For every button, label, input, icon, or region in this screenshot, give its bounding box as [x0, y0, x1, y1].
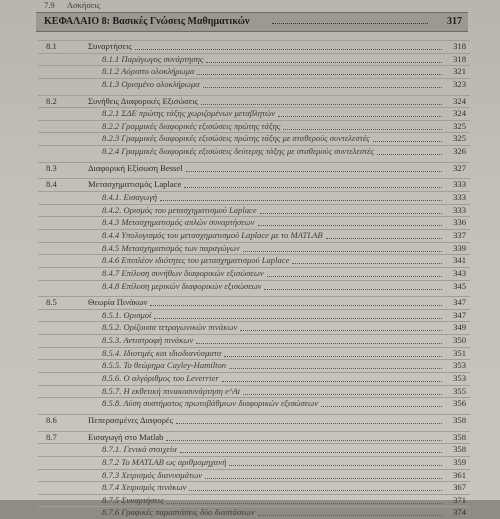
- toc-section-row: [38, 95, 470, 108]
- toc-title: 8.1.2 Αόριστο ολοκλήρωμα: [102, 66, 195, 77]
- toc-title: 8.4.3 Μετασχηματισμός απλών συναρτήσεων: [102, 217, 255, 228]
- table-of-contents: [0, 40, 500, 519]
- toc-number: 8.4: [46, 179, 57, 190]
- toc-subsection-row: [38, 254, 470, 267]
- toc-leader-dots: [258, 515, 442, 516]
- toc-page-number: 318: [453, 41, 466, 51]
- toc-subsection-row: [38, 132, 470, 145]
- chapter-page-number: 317: [447, 16, 462, 27]
- toc-title: 8.7.5 Συναρτήσεις: [102, 494, 164, 505]
- toc-page-number: 333: [453, 179, 466, 190]
- toc-section-row: [38, 431, 470, 444]
- toc-number: 8.6: [46, 414, 57, 425]
- toc-page-number: 358: [453, 444, 466, 455]
- toc-leader-dots: [166, 440, 442, 441]
- toc-subsection-row: [38, 397, 470, 410]
- toc-leader-dots: [154, 318, 442, 319]
- toc-subsection-row: [38, 334, 470, 347]
- toc-page-number: 374: [453, 507, 466, 518]
- toc-title: 8.7.3 Χειρισμός διανυσμάτων: [102, 469, 203, 480]
- toc-subsection-row: [38, 443, 470, 456]
- toc-section-row: [38, 178, 470, 191]
- toc-subsection-row: [38, 506, 470, 519]
- toc-title: 8.4.5 Μετασχηματισμός των παραγώγων: [102, 242, 240, 253]
- toc-leader-dots: [260, 213, 442, 214]
- toc-leader-dots: [201, 104, 442, 105]
- toc-leader-dots: [292, 263, 442, 264]
- toc-page-number: 324: [453, 108, 466, 119]
- toc-page-number: 341: [453, 255, 466, 266]
- toc-leader-dots: [258, 225, 442, 226]
- toc-leader-dots: [203, 87, 442, 88]
- toc-page-number: 359: [453, 456, 466, 467]
- toc-subsection-row: [38, 229, 470, 242]
- toc-subsection-row: [38, 456, 470, 469]
- previous-entry-number: 7.9: [44, 0, 55, 10]
- toc-page-number: 321: [453, 66, 466, 77]
- toc-title: 8.5.4. Ιδιοτιμές και ιδιοδιανύσματα: [102, 347, 222, 358]
- toc-page-number: 325: [453, 133, 466, 144]
- toc-section-row: [38, 40, 470, 53]
- toc-page-number: 345: [453, 280, 466, 291]
- toc-title: 8.7.2 Το MATLAB ως αριθμομηχανή: [102, 456, 227, 467]
- toc-leader-dots: [326, 238, 442, 239]
- toc-title: 8.7.1. Γενικά στοιχεία: [102, 444, 177, 455]
- toc-title: Συναρτήσεις: [88, 41, 132, 51]
- toc-leader-dots: [197, 74, 442, 75]
- toc-page-number: 339: [453, 242, 466, 253]
- toc-subsection-row: [38, 53, 470, 66]
- toc-page-number: 356: [453, 398, 466, 409]
- toc-page-number: 325: [453, 120, 466, 131]
- toc-leader-dots: [373, 141, 442, 142]
- toc-leader-dots: [243, 251, 442, 252]
- toc-page-number: 337: [453, 229, 466, 240]
- toc-leader-dots: [206, 62, 442, 63]
- toc-page-number: 353: [453, 360, 466, 371]
- toc-subsection-row: [38, 242, 470, 255]
- toc-page-number: 336: [453, 217, 466, 228]
- toc-number: 8.7: [46, 431, 57, 442]
- toc-subsection-row: [38, 321, 470, 334]
- toc-subsection-row: [38, 372, 470, 385]
- toc-subsection-row: [38, 280, 470, 293]
- toc-page-number: 323: [453, 78, 466, 89]
- toc-section-row: [38, 296, 470, 309]
- toc-number: 8.1: [46, 41, 57, 51]
- toc-page-number: 324: [453, 95, 466, 106]
- toc-leader-dots: [321, 406, 442, 407]
- toc-title: 8.5.1. Ορισμοί: [102, 309, 152, 320]
- toc-title: 8.1.1 Παράγωγος συνάρτησης: [102, 53, 204, 64]
- toc-leader-dots: [186, 171, 442, 172]
- toc-page-number: 351: [453, 347, 466, 358]
- toc-number: 8.5: [46, 297, 57, 308]
- toc-title: 8.5.7. Η εκθετική πινακοσυνάρτηση e^At: [102, 385, 241, 396]
- toc-subsection-row: [38, 191, 470, 204]
- toc-page-number: 358: [453, 414, 466, 425]
- toc-number: 8.3: [46, 162, 57, 173]
- toc-title: 8.5.6. Ο αλγόριθμος του Leverrier: [102, 373, 219, 384]
- toc-page-number: 343: [453, 267, 466, 278]
- toc-subsection-row: [38, 494, 470, 507]
- toc-page-number: 350: [453, 335, 466, 346]
- toc-leader-dots: [240, 330, 442, 331]
- toc-title: 8.2.2 Γραμμικές διαφορικές εξισώσεις πρώτης τάξης: [102, 120, 281, 131]
- toc-subsection-row: [38, 120, 470, 133]
- toc-leader-dots: [229, 368, 442, 369]
- toc-title: Μετασχηματισμός Laplace: [88, 179, 182, 190]
- toc-leader-dots: [180, 452, 442, 453]
- toc-title: 8.4.4 Υπολογισμός του μετασχηματισμού Laplace με το MATLAB: [102, 229, 323, 240]
- toc-page-number: 353: [453, 373, 466, 384]
- toc-leader-dots: [189, 490, 442, 491]
- toc-leader-dots: [184, 187, 442, 188]
- toc-title: 8.7.4 Χειρισμός πινάκων: [102, 482, 187, 493]
- toc-leader-dots: [243, 394, 442, 395]
- toc-leader-dots: [283, 129, 442, 130]
- toc-page-number: 318: [453, 53, 466, 64]
- chapter-title: ΚΕΦΑΛΑΙΟ 8: Βασικές Γνώσεις Μαθηματικών: [44, 16, 250, 27]
- toc-page-number: 347: [453, 309, 466, 320]
- toc-title: 8.5.2. Ορίζουσα τετραγωνικών πινάκων: [102, 322, 238, 333]
- toc-title: 8.4.8 Επίλυση μερικών διαφορικών εξισώσεων: [102, 280, 262, 291]
- toc-page-number: 333: [453, 192, 466, 203]
- toc-leader-dots: [150, 305, 442, 306]
- toc-title: Εισαγωγή στο Matlab: [88, 431, 164, 442]
- toc-subsection-row: [38, 347, 470, 360]
- toc-title: 8.5.8. Λύση συστήματος πρωτοβάθμιων διαφορικών εξισώσεων: [102, 398, 319, 409]
- toc-subsection-row: [38, 204, 470, 217]
- toc-page-number: 327: [453, 162, 466, 173]
- toc-leader-dots: [278, 116, 442, 117]
- toc-title: Διαφορική Εξίσωση Bessel: [88, 162, 183, 173]
- toc-subsection-row: [38, 469, 470, 482]
- toc-subsection-row: [38, 385, 470, 398]
- toc-section-row: [38, 162, 470, 175]
- toc-leader-dots: [377, 154, 442, 155]
- toc-page-number: 367: [453, 482, 466, 493]
- toc-title: Συνήθεις Διαφορικές Εξισώσεις: [88, 95, 199, 106]
- toc-subsection-row: [38, 78, 470, 91]
- toc-leader-dots: [160, 200, 442, 201]
- toc-title: 8.4.1. Εισαγωγή: [102, 192, 157, 203]
- toc-title: 8.1.3 Ορισμένο ολοκλήρωμα: [102, 78, 200, 89]
- toc-number: 8.2: [46, 95, 57, 106]
- toc-page-number: 361: [453, 469, 466, 480]
- toc-page-number: 355: [453, 385, 466, 396]
- toc-leader-dots: [222, 381, 442, 382]
- toc-subsection-row: [38, 107, 470, 120]
- toc-title: 8.4.6 Επιπλέον ιδιότητες του μετασχηματισμού Laplace: [102, 255, 290, 266]
- toc-page-number: 333: [453, 204, 466, 215]
- toc-title: 8.2.4 Γραμμικές διαφορικές εξισώσεις δεύτερης τάξης με σταθερούς συντελεστές: [102, 146, 374, 157]
- toc-subsection-row: [38, 216, 470, 229]
- toc-title: 8.2.1 ΣΔΕ πρώτης τάξης χωριζομένων μεταβλητών: [102, 108, 275, 119]
- toc-title: 8.5.5. Το θεώρημα Cayley-Hamilton: [102, 360, 227, 371]
- toc-subsection-row: [38, 145, 470, 158]
- toc-subsection-row: [38, 267, 470, 280]
- previous-entry-title: Ασκήσεις: [66, 0, 101, 10]
- toc-leader-dots: [167, 503, 442, 504]
- toc-leader-dots: [135, 49, 442, 50]
- toc-subsection-row: [38, 359, 470, 372]
- toc-title: 8.7.6 Γραφικές παραστάσεις δύο διαστάσεων: [102, 507, 255, 518]
- chapter-leader-dots: [272, 23, 428, 24]
- chapter-heading: [36, 12, 468, 32]
- toc-title: 8.2.3 Γραμμικές διαφορικές εξισώσεις πρώτης τάξης με σταθερούς συντελεστές: [102, 133, 370, 144]
- toc-page-number: 358: [453, 431, 466, 442]
- toc-leader-dots: [205, 478, 442, 479]
- toc-leader-dots: [267, 276, 442, 277]
- toc-title: 8.4.2. Ορισμός του μετασχηματισμού Laplace: [102, 204, 257, 215]
- previous-entry: [44, 0, 100, 10]
- toc-title: 8.4.7 Επίλυση συνήθων διαφορικών εξισώσεων: [102, 267, 264, 278]
- toc-subsection-row: [38, 65, 470, 78]
- toc-subsection-row: [38, 481, 470, 494]
- toc-title: 8.5.3. Αντιστροφή πινάκων: [102, 335, 194, 346]
- toc-leader-dots: [196, 343, 442, 344]
- toc-title: Πεπερασμένες Διαφορές: [88, 414, 173, 425]
- toc-page-number: 349: [453, 322, 466, 333]
- toc-page-number: 371: [453, 494, 466, 505]
- toc-leader-dots: [224, 356, 442, 357]
- toc-section-row: [38, 414, 470, 427]
- toc-subsection-row: [38, 309, 470, 322]
- toc-page-number: 326: [453, 146, 466, 157]
- toc-page-number: 347: [453, 297, 466, 308]
- toc-leader-dots: [264, 289, 442, 290]
- toc-title: Θεωρία Πινάκων: [88, 297, 148, 308]
- toc-leader-dots: [229, 465, 442, 466]
- toc-leader-dots: [176, 423, 442, 424]
